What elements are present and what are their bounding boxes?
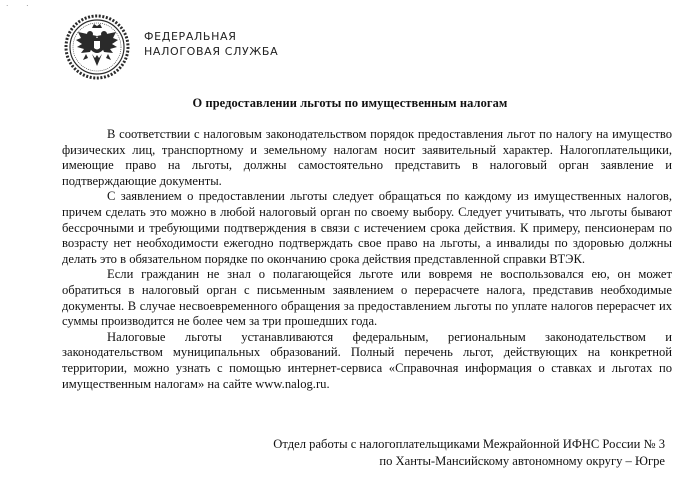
document-body xyxy=(62,127,672,392)
agency-name-line2: НАЛОГОВАЯ СЛУЖБА xyxy=(144,46,279,58)
scan-artifact-marks: · · xyxy=(6,2,37,10)
document-title: О предоставлении льготы по имущественным налогам xyxy=(192,96,508,110)
agency-name xyxy=(144,30,278,60)
paragraph-2: С заявлением о предоставлении льготы следует обращаться по каждому из имущественных налогов, причем сделать это можно в любой налоговый орган по своему выбору. Следует учитывать, что льготы бывают бессрочными и требующими подтверждения в связи с истечением срока действия. К примеру, пенсионерам по возрасту нет необходимости ежегодно подтверждать свое право на льготы, а инвалиды по здоровью должны делать это в обязательном порядке по окончанию срока действия представленной справки ВТЭК. xyxy=(62,189,672,266)
signature-line2: по Ханты-Мансийскому автономному округу – Югре xyxy=(379,454,665,468)
paragraph-1: В соответствии с налоговым законодательством порядок предоставления льгот по налогу на имущество физических лиц, транспортному и земельному налогам носит заявительный характер. Налогоплательщики, имеющие право на льготы, должны самостоятельно представить в налоговый орган заявление и подтверждающие документы. xyxy=(62,127,672,188)
paragraph-4: Налоговые льготы устанавливаются федеральным, региональным законодательством и законодательством муниципальных образований. Полный перечень льгот, действующих на конкретной территории, можно узнать с помощью интернет-сервиса «Справочная информация о ставках и льготах по имущественным налогам» на сайте www.nalog.ru. xyxy=(62,329,672,391)
letterhead xyxy=(64,14,279,80)
fns-double-headed-eagle-seal-icon xyxy=(64,14,130,80)
agency-name-line1: ФЕДЕРАЛЬНАЯ xyxy=(144,31,237,43)
signature-block xyxy=(273,436,665,470)
signature-line1: Отдел работы с налогоплательщиками Межрайонной ИФНС России № 3 xyxy=(273,437,665,451)
paragraph-3: Если гражданин не знал о полагающейся льготе или вовремя не воспользовался ею, он может обратиться в налоговый орган с письменным заявлением о перерасчете налога, представив необходимые документы. В случае несвоевременного обращения за предоставлением льготы по уплате налогов перерасчет их суммы производится не более чем за три прошедших года. xyxy=(62,267,672,329)
